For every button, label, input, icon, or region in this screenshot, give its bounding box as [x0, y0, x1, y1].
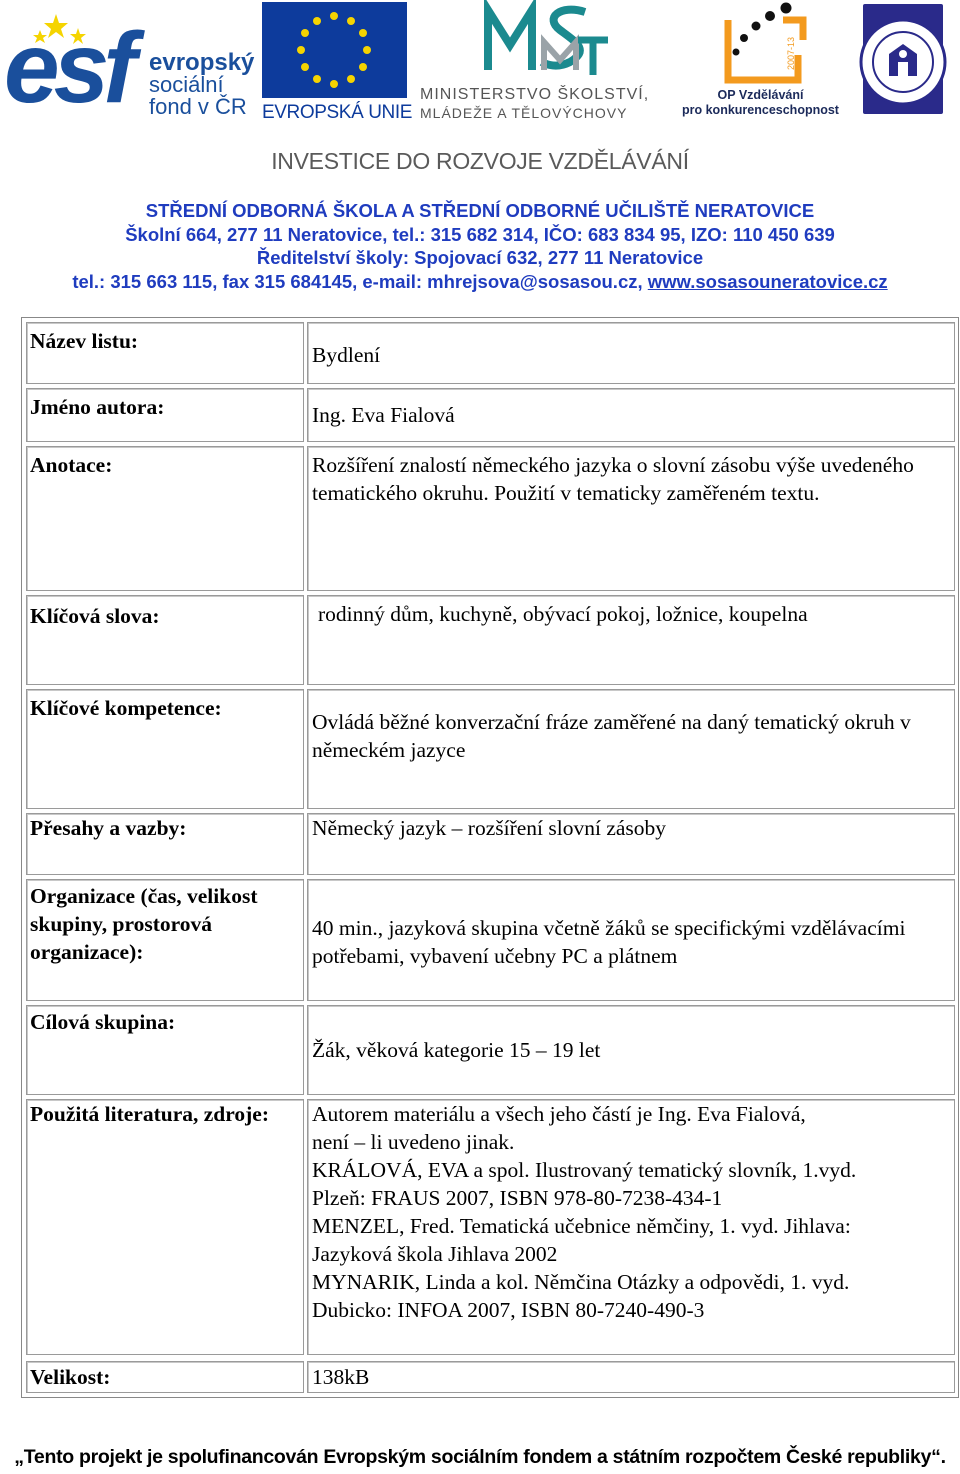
literatura-line: KRÁLOVÁ, EVA a spol. Ilustrovaný tematický slovník, 1.vyd. [312, 1158, 857, 1182]
value-nazev: Bydlení [307, 322, 955, 384]
value-literatura [307, 1099, 955, 1355]
school-header [0, 199, 960, 293]
value-anotace: Rozšíření znalostí německého jazyka o slovní zásobu výše uvedeného tematického okruhu. Použití v tematicky zaměřeném textu. [307, 446, 955, 591]
label-literatura: Použitá literatura, zdroje: [26, 1099, 304, 1355]
esf-line-3: fond v ČR [149, 94, 247, 119]
esf-logo [0, 0, 255, 125]
label-anotace: Anotace: [26, 446, 304, 591]
msmt-logo [418, 0, 673, 125]
esf-text [149, 49, 255, 119]
value-kompetence: Ovládá běžné konverzační fráze zaměřené na daný tematický okruh v německém jazyce [307, 689, 955, 809]
value-klicova-slova: rodinný dům, kuchyně, obývací pokoj, ložnice, koupelna [307, 595, 955, 685]
esf-line-2: sociální [149, 72, 224, 97]
label-autor: Jméno autora: [26, 388, 304, 442]
label-nazev: Název listu: [26, 322, 304, 384]
school-name: STŘEDNÍ ODBORNÁ ŠKOLA A STŘEDNÍ ODBORNÉ UČILIŠTĚ NERATOVICE [145, 200, 815, 221]
value-autor: Ing. Eva Fialová [307, 388, 955, 442]
label-cilova: Cílová skupina: [26, 1005, 304, 1095]
op-line-1: OP Vzdělávání [717, 88, 804, 102]
svg-text:2007-13: 2007-13 [786, 36, 796, 70]
label-velikost: Velikost: [26, 1361, 304, 1393]
op-text [678, 88, 843, 118]
value-presahy: Německý jazyk – rozšíření slovní zásoby [307, 813, 955, 875]
msmt-line-2: MLÁDEŽE A TĚLOVÝCHOVY [420, 105, 628, 121]
value-cilova: Žák, věková kategorie 15 – 19 let [307, 1005, 955, 1095]
school-contact [0, 270, 960, 294]
literatura-line: Dubicko: INFOA 2007, ISBN 80-7240-490-3 [312, 1298, 705, 1322]
literatura-line: Autorem materiálu a všech jeho částí je Ing. Eva Fialová, [312, 1102, 806, 1126]
msmt-mark-icon [480, 0, 610, 85]
eu-logo [262, 2, 413, 124]
label-kompetence: Klíčové kompetence: [26, 689, 304, 809]
school-director: Ředitelství školy: Spojovací 632, 277 11 Neratovice [256, 247, 704, 268]
msmt-line-1: MINISTERSTVO ŠKOLSTVÍ, [420, 86, 650, 103]
msmt-text [420, 86, 672, 122]
label-klicova-slova: Klíčová slova: [26, 595, 304, 685]
school-address: Školní 664, 277 11 Neratovice, tel.: 315 682 314, IČO: 683 834 95, IZO: 110 450 639 [125, 223, 835, 245]
label-presahy: Přesahy a vazby: [26, 813, 304, 875]
eu-flag-icon [262, 2, 407, 98]
value-velikost: 138kB [307, 1361, 955, 1393]
op-line-2: pro konkurenceschopnost [682, 103, 839, 117]
literatura-line: Plzeň: FRAUS 2007, ISBN 978-80-7238-434-1 [312, 1186, 723, 1210]
investice-heading: INVESTICE DO ROZVOJE VZDĚLÁVÁNÍ [271, 148, 689, 174]
literatura-line: MYNARIK, Linda a kol. Němčina Otázky a odpovědi, 1. vyd. [312, 1270, 850, 1294]
literatura-line: MENZEL, Fred. Tematická učebnice němčiny, 1. vyd. Jihlava: [312, 1214, 851, 1238]
literatura-line: není – li uvedeno jinak. [312, 1130, 515, 1154]
op-logo [678, 0, 843, 125]
school-seal-icon [855, 4, 947, 124]
value-organizace: 40 min., jazyková skupina včetně žáků se specifickými vzdělávacími potřebami, vybavení učebny PC a plátnem [307, 879, 955, 1001]
logo-bar [0, 0, 960, 130]
literatura-line: Jazyková škola Jihlava 2002 [312, 1242, 558, 1266]
info-table [21, 317, 959, 1398]
op-mark-icon [708, 0, 818, 90]
esf-letters: esf [4, 12, 131, 124]
eu-text: EVROPSKÁ UNIE [262, 102, 413, 123]
school-seal-logo [855, 4, 947, 124]
esf-line-1: evropský [149, 49, 255, 76]
contact-text: tel.: 315 663 115, fax 315 684145, e-mail: mhrejsova@sosasou.cz, [72, 270, 648, 292]
footer-note: „Tento projekt je spolufinancován Evropským sociálním fondem a státním rozpočtem České republiky“. [14, 1446, 946, 1468]
website-link[interactable]: www.sosasouneratovice.cz [647, 270, 888, 292]
label-organizace: Organizace (čas, velikost skupiny, prostorová organizace): [26, 879, 304, 1001]
